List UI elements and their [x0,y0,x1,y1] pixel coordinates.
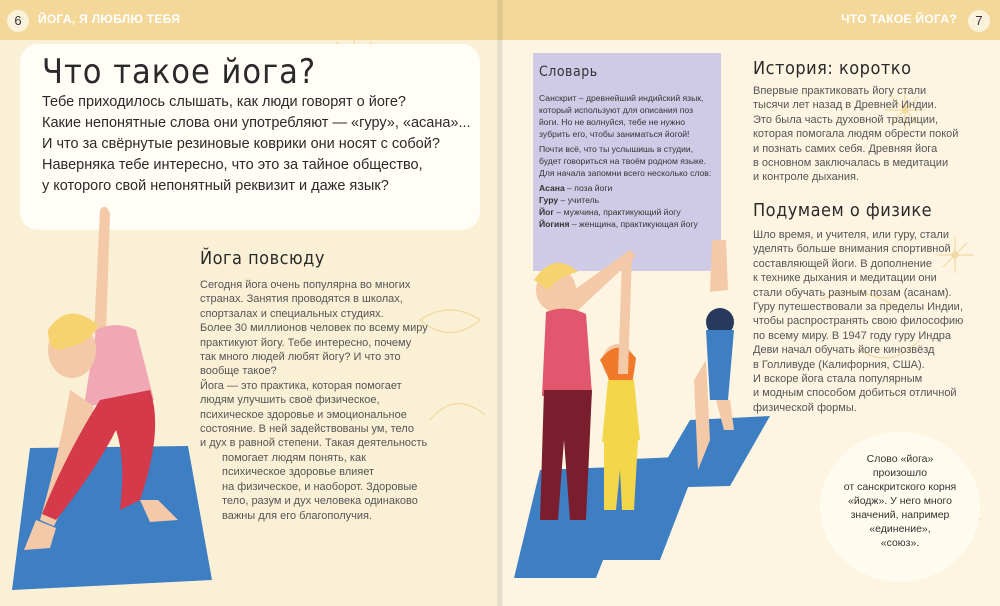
text-line: к технике дыхания и медитации они [753,272,937,285]
intro-line: Какие непонятные слова они употребляют — «гуру», «асана»... [42,115,471,131]
text-line: спортзалах и специальных студиях. [200,307,384,320]
glossary-line: который используют для описания поз [539,105,694,115]
running-head-right: ЧТО ТАКОЕ ЙОГА? [841,12,957,26]
glossary-line: будет говориться на твоём родном языке. [539,156,707,166]
text-line: вообще такое? [200,365,277,378]
text-line: в основном заключалась в медитации [753,157,949,170]
glossary-line: Для начала запомни всего несколько слов: [539,168,712,178]
glossary-term: Йогиня – женщина, практикующая йогу [539,219,698,229]
glossary-term: Гуру – учитель [539,195,600,205]
book-spine [497,0,503,606]
text-line: и модным способом добиться отличной [753,387,957,400]
text-line: которая помогала людям обрести покой [753,128,959,141]
text-line: психическое здоровье и эмоциональное [200,408,407,421]
text-line: и контроле дыхания. [753,171,860,184]
text-line: стали обучать разным позам (асанам). [753,286,952,299]
text-line: помогает людям понять, как [222,451,366,464]
text-line: на физическое, и наоборот. Здоровые [222,480,418,493]
text-line: странах. Занятия проводятся в школах, [200,293,403,306]
text-line: тело, разум и дух человека одинаково [222,495,418,508]
text-line: практикуют йогу. Тебе интересно, почему [200,336,412,349]
intro-line: у которого свой непонятный реквизит и даже язык? [42,178,389,194]
text-line: Сегодня йога очень популярна во многих [200,279,411,291]
running-head-left: ЙОГА, Я ЛЮБЛЮ ТЕБЯ [38,12,181,26]
glossary-line: Санскрит – древнейший индийский язык, [539,93,704,103]
fact-line: значений, например [850,509,950,521]
text-line: Шло время, и учителя, или гуру, стали [753,229,949,241]
text-line: тысячи лет назад в Древней Индии. [753,99,937,112]
text-line: психическое здоровье влияет [222,466,375,479]
section-title-history: История: коротко [753,58,912,79]
text-line: физической формы. [753,401,857,414]
glossary-term: Йог – мужчина, практикующий йогу [539,207,681,217]
fact-line: «единение», [869,523,931,535]
text-line: так много людей любят йогу? И что это [200,351,401,364]
fact-line: «союз». [880,537,920,549]
glossary-line: Почти всё, что ты услышишь в студии, [539,144,694,154]
section-title-yoga-everywhere: Йога повсюду [200,248,325,269]
text-line: важны для его благополучия. [222,509,373,522]
text-line: Впервые практиковать йогу стали [753,85,927,97]
intro-line: Тебе приходилось слышать, как люди говорят о йоге? [42,94,406,110]
text-line: по всему миру. В 1947 году гуру Индра [753,329,952,342]
yoga-mat-3 [650,416,770,488]
text-line: людям улучшить своё физическое, [200,394,380,407]
intro-line: И что за свёрнутые резиновые коврики они носят с собой? [42,136,440,152]
text-line: Гуру путешествовали за пределы Индии, [753,301,963,314]
section-title-physics: Подумаем о физике [753,200,933,221]
fact-text [830,452,970,550]
fact-line: Слово «йога» [866,453,934,465]
text-line: в Голливуде (Калифорния, США). [753,358,925,371]
fact-line: произошло [872,467,928,479]
text-line: уделять больше внимания спортивной [753,243,951,256]
intro-line: Наверняка тебе интересно, что это за тайное общество, [42,157,423,173]
text-line: и дух в равной степени. Такая деятельность [200,437,428,450]
text-line: составляющей йоги. В дополнение [753,257,932,270]
fact-line: «йодж». У него много [847,495,952,507]
text-line: и познать самих себя. Древняя йога [753,142,938,155]
glossary-term: Асана – поза йоги [539,183,613,193]
text-line: Более 30 миллионов человек по всему миру [200,322,428,335]
text-line: И вскоре йога стала популярным [753,373,923,386]
text-line: Это была часть духовной традиции, [753,113,939,126]
text-line: чтобы распространять свою философию [753,315,964,328]
glossary-line: зубрить его, чтобы заниматься йогой! [539,129,690,139]
glossary-title: Словарь [539,64,598,80]
page-title: Что такое йога? [42,52,317,92]
text-line: Деви начал обучать йоге кинозвёзд [753,344,935,357]
fact-line: от санскритского корня [843,481,957,493]
page-number-left: 6 [7,10,29,32]
text-line: Йога — это практика, которая помогает [200,379,402,392]
text-line: состояние. В ней задействованы ум, тело [200,423,414,436]
section-text-history [753,84,983,185]
page-number-right: 7 [968,10,990,32]
section-text-physics [753,228,983,415]
glossary-line: йоги. Но не волнуйся, тебе не нужно [539,117,686,127]
